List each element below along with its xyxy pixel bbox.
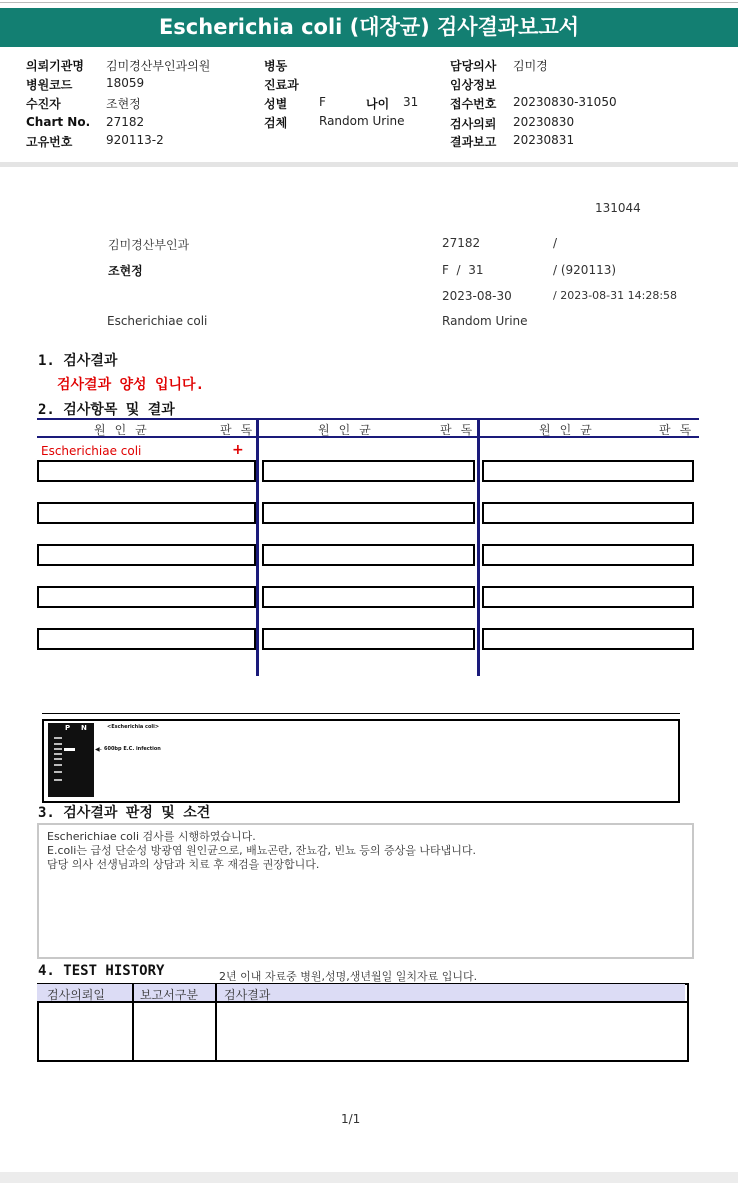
label-sex: 성별 [264,97,288,111]
label-report-date: 결과보고 [450,135,497,149]
result-box [37,586,256,608]
col-pathogen-3: 원인균 [539,423,601,437]
result-box [482,502,694,524]
patient-reported: / 2023-08-31 14:28:58 [553,289,678,302]
label-chart-no: Chart No. [26,115,91,129]
col-judge-1: 판독 [220,423,262,437]
positive-band [64,748,75,751]
value-age: 31 [403,95,419,109]
value-specimen: Random Urine [319,114,405,128]
opinion-line: Escherichiae coli 검사를 시행하였습니다. [47,830,256,843]
label-hospital-code: 병원코드 [26,78,73,92]
header-separator [0,162,738,167]
history-note: 2년 이내 자료중 병원,성명,생년월일 일치자료 입니다. [219,970,478,983]
positive-result: 검사결과 양성 입니다. [57,377,205,393]
patient-slash: / [553,236,558,250]
col-judge-2: 판독 [440,423,482,437]
value-hospital-code: 18059 [106,76,145,90]
label-clinical-info: 임상정보 [450,78,497,92]
opinion-box [37,823,694,959]
band-arrow-icon: ◀- [95,746,102,753]
section4-heading: 4. TEST HISTORY [38,963,165,979]
result-positive-mark: + [232,442,244,458]
history-col-result: 검사결과 [224,988,271,1002]
history-header-rule [37,1001,687,1003]
page-number: 1/1 [341,1112,361,1126]
label-age: 나이 [366,97,390,111]
result-pathogen-name: Escherichiae coli [41,444,142,458]
label-receipt-no: 접수번호 [450,97,497,111]
result-box [37,628,256,650]
section3-heading: 3. 검사결과 판정 및 소견 [38,805,211,821]
patient-name: 조현정 [108,264,143,278]
history-divider-2 [215,983,217,1060]
top-border [0,2,738,3]
result-box [482,628,694,650]
label-department: 진료과 [264,78,299,92]
label-patient: 수진자 [26,97,61,111]
label-specimen: 검체 [264,116,288,130]
result-box [37,544,256,566]
result-box [262,628,475,650]
label-clinic: 의뢰기관명 [26,59,84,73]
history-col-report-type: 보고서구분 [140,988,198,1002]
history-table-header [37,984,685,1002]
label-request-date: 검사의뢰 [450,117,497,131]
patient-birth: / (920113) [553,263,617,277]
value-doctor: 김미경 [513,59,548,73]
grid-divider-1 [256,418,259,676]
gel-electrophoresis-image [48,723,94,797]
grid-divider-2 [477,418,480,676]
patient-code: 131044 [595,201,641,215]
gel-top-rule [42,713,680,714]
value-sex: F [319,95,326,109]
result-box [262,586,475,608]
gel-image-frame [42,719,680,803]
label-doctor: 담당의사 [450,59,497,73]
result-box [482,586,694,608]
history-col-request-date: 검사의뢰일 [47,988,105,1002]
patient-sex-age: F / 31 [442,263,484,277]
result-box [37,460,256,482]
label-unique-no: 고유번호 [26,135,73,149]
gel-caption: <Escherichia coli> [107,724,160,730]
result-box [262,502,475,524]
grid-top-line [37,418,699,420]
patient-received: 2023-08-30 [442,289,512,303]
value-chart-no: 27182 [106,115,145,129]
result-box [482,544,694,566]
value-report-date: 20230831 [513,133,575,147]
band-label: 600bp E.C. infection [104,746,161,752]
value-request-date: 20230830 [513,115,575,129]
col-pathogen-2: 원인균 [318,423,380,437]
value-receipt-no: 20230830-31050 [513,95,617,109]
opinion-line: 담당 의사 선생님과의 상담과 치료 후 재검을 권장합니다. [47,858,320,871]
result-box [262,460,475,482]
patient-specimen: Random Urine [442,314,528,328]
result-box [37,502,256,524]
patient-test: Escherichiae coli [107,314,208,328]
value-patient: 조현정 [106,97,141,111]
footer-bar [0,1172,738,1183]
lane-n-label: N [81,724,87,732]
report-title: Escherichia coli (대장균) 검사결과보고서 [0,8,738,47]
section1-heading: 1. 검사결과 [38,353,118,369]
label-ward: 병동 [264,59,288,73]
result-box [482,460,694,482]
result-box [262,544,475,566]
history-divider-1 [132,983,134,1060]
lane-p-label: P [65,724,71,732]
value-unique-no: 920113-2 [106,133,164,147]
opinion-line: E.coli는 급성 단순성 방광염 원인균으로, 배뇨곤란, 잔뇨감, 빈뇨 등의 증상을 나타냅니다. [47,844,476,857]
patient-chart-no: 27182 [442,236,481,250]
value-clinic: 김미경산부인과의원 [106,59,211,73]
col-judge-3: 판독 [659,423,701,437]
patient-clinic: 김미경산부인과 [108,238,190,252]
col-pathogen-1: 원인균 [94,423,156,437]
section2-heading: 2. 검사항목 및 결과 [38,402,175,418]
